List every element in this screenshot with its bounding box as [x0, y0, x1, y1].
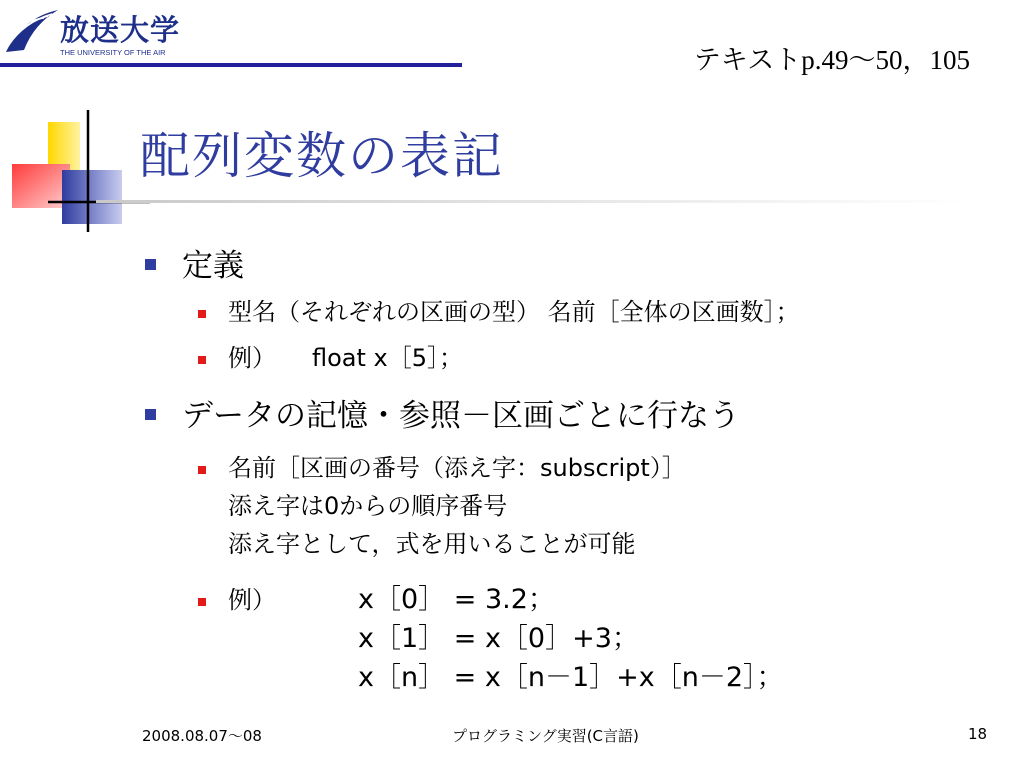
footer-course: プログラミング実習(C言語): [452, 727, 639, 745]
slide-title: 配列変数の表記: [140, 127, 504, 185]
code-line: x［n］ = x［n－1］+x［n－2］；: [358, 662, 784, 693]
header-divider: [0, 63, 462, 67]
list-item: 型名（それぞれの区画の型） 名前［全体の区画数］；: [228, 298, 800, 326]
logo-name-en: THE UNIVERSITY OF THE AIR: [60, 48, 166, 57]
list-item-continuation: 添え字は0からの順序番号: [228, 492, 508, 520]
list-item: 例）: [228, 586, 276, 614]
bullet-level2: [198, 466, 206, 474]
page-number: 18: [968, 725, 988, 743]
bullet-level2: [198, 598, 206, 606]
bullet-level1: [145, 409, 156, 420]
textbook-reference: テキストp.49～50，105: [693, 45, 970, 75]
university-logo: [4, 6, 204, 64]
section-heading: データの記憶・参照－区画ごとに行なう: [182, 398, 740, 434]
list-item: 例） float x［5］；: [228, 344, 464, 372]
code-line: x［0］ = 3.2；: [358, 584, 555, 615]
list-item: 名前［区画の番号（添え字：subscript）］: [228, 454, 686, 482]
bullet-level2: [198, 310, 206, 318]
code-line: x［1］ = x［0］+3；: [358, 623, 639, 654]
footer-date: 2008.08.07～08: [142, 727, 262, 745]
bullet-level2: [198, 356, 206, 364]
section-heading: 定義: [182, 248, 244, 284]
bullet-level1: [145, 259, 156, 270]
list-item-continuation: 添え字として，式を用いることが可能: [228, 530, 636, 558]
title-underline: [96, 200, 970, 203]
title-decoration: [0, 108, 150, 232]
logo-name-jp: 放送大学: [60, 13, 181, 47]
logo-wing-icon: [4, 6, 60, 62]
